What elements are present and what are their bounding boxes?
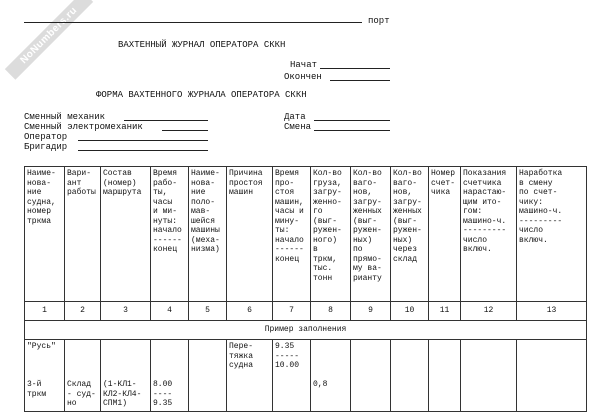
column-number: 13 <box>517 302 587 321</box>
field-shift-mechanic: Сменный механик <box>24 112 106 122</box>
header-cell: Кол-во ваго- нов, загру- женных (выг- ружен- ных) через склад <box>391 167 429 302</box>
finished-label: Окончен <box>284 72 322 82</box>
header-cell: Кол-во груза, загру- женно- го (выг- ружен- ного) в тркм, тыс. тонн <box>311 167 351 302</box>
watch-journal-table <box>24 166 587 412</box>
table-cell <box>351 340 391 412</box>
column-number-row <box>25 302 587 321</box>
port-label: порт <box>368 16 390 26</box>
header-cell: Наиме- нова- ние судна, номер тркма <box>25 167 65 302</box>
header-cell: Кол-во ваго- нов, загру- женных (выг- ружен- ных) по прямо- му ва- рианту <box>351 167 391 302</box>
field-shift: Смена <box>284 122 312 132</box>
field-brigadier-line <box>78 150 208 151</box>
column-number: 5 <box>189 302 227 321</box>
field-shift-mechanic-line <box>124 120 208 121</box>
field-operator: Оператор <box>24 132 68 142</box>
table-cell: 8.00 ---- 9.35 <box>151 340 189 412</box>
sample-label-row <box>25 321 587 340</box>
header-cell: Причина простоя машин <box>227 167 273 302</box>
header-cell: Вари- ант работы <box>65 167 101 302</box>
table-cell <box>429 340 461 412</box>
started-label: Начат <box>290 60 318 70</box>
field-operator-line <box>78 140 208 141</box>
started-underline <box>320 68 390 69</box>
table-cell <box>517 340 587 412</box>
table-row <box>25 340 587 412</box>
field-brigadier: Бригадир <box>24 142 68 152</box>
table-cell <box>461 340 517 412</box>
header-cell: Номер счет- чика <box>429 167 461 302</box>
table-header-row <box>25 167 587 302</box>
column-number: 7 <box>273 302 311 321</box>
column-number: 9 <box>351 302 391 321</box>
column-number: 2 <box>65 302 101 321</box>
table-cell <box>189 340 227 412</box>
header-cell: Время про- стоя машин, часы и мину- ты: начало ------ конец <box>273 167 311 302</box>
field-shift-line <box>314 130 390 131</box>
journal-title: ВАХТЕННЫЙ ЖУРНАЛ ОПЕРАТОРА СККН <box>118 40 286 50</box>
field-shift-electromechanic: Сменный электромеханик <box>24 122 143 132</box>
header-cell: Наработка в смену по счет- чику: машино-ч. --------- число включ. <box>517 167 587 302</box>
column-number: 10 <box>391 302 429 321</box>
header-cell: Наиме- нова- ние поло- мав- шейся машины (меха- низма) <box>189 167 227 302</box>
port-underline <box>24 22 362 23</box>
column-number: 8 <box>311 302 351 321</box>
table-cell: 0,8 <box>311 340 351 412</box>
header-cell: Время рабо- ты, часы и ми- нуты: начало ------ конец <box>151 167 189 302</box>
table-cell: Склад - суд- но <box>65 340 101 412</box>
field-date: Дата <box>284 112 306 122</box>
column-number: 11 <box>429 302 461 321</box>
column-number: 1 <box>25 302 65 321</box>
table-cell: Пере- тяжка судна <box>227 340 273 412</box>
column-number: 3 <box>101 302 151 321</box>
table-cell: 9.35 ----- 10.00 <box>273 340 311 412</box>
table-cell: (1-КЛ1- КЛ2-КЛ4- СПМ1) <box>101 340 151 412</box>
watermark: NoNumbers.ru <box>5 0 93 80</box>
column-number: 6 <box>227 302 273 321</box>
table-cell: "Русь" 3-й тркм <box>25 340 65 412</box>
form-title: ФОРМА ВАХТЕННОГО ЖУРНАЛА ОПЕРАТОРА СККН <box>96 90 307 100</box>
header-cell: Состав (номер) маршрута <box>101 167 151 302</box>
field-shift-electromechanic-line <box>162 130 208 131</box>
column-number: 12 <box>461 302 517 321</box>
column-number: 4 <box>151 302 189 321</box>
sample-label: Пример заполнения <box>25 321 587 340</box>
table-cell <box>391 340 429 412</box>
header-cell: Показания счетчика нарастаю- щим ито- гом: машино-ч. --------- число включ. <box>461 167 517 302</box>
field-date-line <box>314 120 390 121</box>
finished-underline <box>330 80 390 81</box>
